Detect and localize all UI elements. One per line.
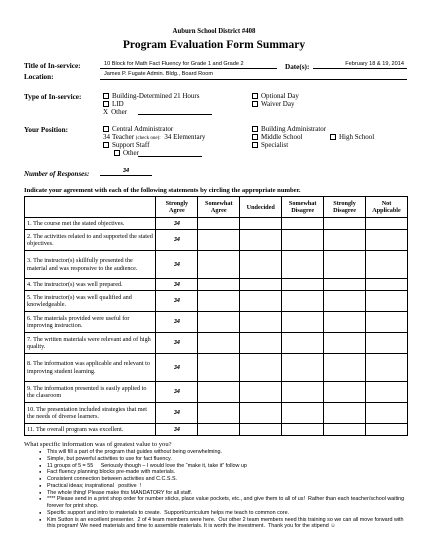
table-row [25, 312, 408, 333]
option-other[interactable]: X Other [103, 108, 128, 116]
position-other[interactable]: Other [114, 149, 139, 157]
statement-cell: 3. The instructor(s) skillfully presented the material and was responsive to the audience. [25, 251, 156, 279]
rating-cell[interactable] [366, 291, 408, 312]
inservice-underline [100, 68, 277, 69]
statement-cell: 8. The information was applicable and relevant to improving student learning. [25, 354, 156, 382]
rating-cell[interactable] [324, 382, 366, 403]
header-strongly-agree: Strongly Agree [156, 197, 198, 218]
table-row [25, 218, 408, 230]
rating-cell[interactable] [198, 333, 240, 354]
inservice-value: 10 Block for Math Fact Fluency for Grade 1 and Grade 2 [104, 61, 244, 67]
list-item: ● Fact fluency planning blocks pre-made with materials. [47, 469, 408, 476]
rating-cell[interactable] [240, 218, 282, 230]
strongly-agree-value[interactable]: 34 [156, 230, 198, 251]
position-high-school[interactable]: High School [330, 133, 374, 141]
page-title: Program Evaluation Form Summary [122, 39, 306, 51]
rating-cell[interactable] [324, 279, 366, 291]
statement-cell: 1. The course met the stated objectives. [25, 218, 156, 230]
strongly-agree-value[interactable]: 34 [156, 333, 198, 354]
position-teacher[interactable]: 34 Teacher (check one): 34 Elementary [103, 133, 206, 141]
rating-cell[interactable] [198, 279, 240, 291]
instruction-text: Indicate your agreement with each of the following statements by circling the appropriate number. [24, 187, 301, 194]
checkbox-icon[interactable] [252, 101, 258, 107]
rating-cell[interactable] [324, 424, 366, 436]
option-waiver-day[interactable]: Waiver Day [252, 100, 294, 108]
rating-cell[interactable] [240, 230, 282, 251]
rating-cell[interactable] [198, 382, 240, 403]
rating-cell[interactable] [324, 218, 366, 230]
strongly-agree-value[interactable]: 34 [156, 424, 198, 436]
statement-cell: 4. The instructor(s) was well prepared. [25, 279, 156, 291]
rating-cell[interactable] [198, 291, 240, 312]
teacher-count: 34 [103, 133, 110, 141]
rating-cell[interactable] [366, 333, 408, 354]
checkbox-icon[interactable] [103, 101, 109, 107]
rating-cell[interactable] [366, 312, 408, 333]
rating-cell[interactable] [282, 382, 324, 403]
rating-cell[interactable] [324, 291, 366, 312]
answers-list [26, 449, 408, 530]
rating-cell[interactable] [366, 403, 408, 424]
responses-label: Number of Responses: [24, 170, 90, 178]
position-label: Your Position: [24, 126, 68, 134]
rating-cell[interactable] [282, 424, 324, 436]
strongly-agree-value[interactable]: 34 [156, 354, 198, 382]
list-item: ● Kim Sutton is an excellent presenter. 2 of 4 team members were here. Our other 2 team members need this training so we can all move forward with this program! We need materials and time to assemble materials. It is worth the investment. Thank you for the stipend ☺ [47, 517, 408, 531]
rating-cell[interactable] [282, 279, 324, 291]
position-central-admin[interactable]: Central Administrator [103, 125, 173, 133]
list-item: ● 11 groups of 5 = 55 Seriously though – I would love the “make it, take it” follow up [47, 463, 408, 470]
strongly-agree-value[interactable]: 34 [156, 251, 198, 279]
rating-cell[interactable] [240, 424, 282, 436]
other-mark: X [103, 108, 109, 116]
rating-cell[interactable] [324, 230, 366, 251]
rating-cell[interactable] [240, 291, 282, 312]
statement-cell: 7. The written materials were relevant and of high quality. [25, 333, 156, 354]
type-inservice-label: Type of In-service: [24, 93, 82, 101]
rating-cell[interactable] [240, 403, 282, 424]
district-name: Auburn School District #408 [172, 28, 256, 35]
list-item: ● **** Please send in a print shop order for number sticks, place value pockets, etc., and give them to all of us! Rather than each teacher/school waiting forever for print shop. [47, 496, 408, 510]
checkbox-icon[interactable] [252, 126, 258, 132]
statement-cell: 2. The activities related to and supported the stated objectives. [25, 230, 156, 251]
list-item: ● This will fill a part of the program that guides without being overwhelming. [47, 449, 408, 456]
rating-cell[interactable] [366, 354, 408, 382]
rating-cell[interactable] [198, 403, 240, 424]
rating-cell[interactable] [198, 312, 240, 333]
rating-cell[interactable] [366, 424, 408, 436]
rating-cell[interactable] [198, 354, 240, 382]
rating-cell[interactable] [198, 230, 240, 251]
rating-cell[interactable] [324, 354, 366, 382]
header-strongly-disagree: Strongly Disagree [324, 197, 366, 218]
table-row [25, 403, 408, 424]
responses-underline [100, 175, 152, 176]
position-specialist[interactable]: Specialist [252, 141, 288, 149]
rating-cell[interactable] [198, 218, 240, 230]
table-header-row [25, 197, 408, 218]
rating-cell[interactable] [324, 403, 366, 424]
rating-cell[interactable] [198, 251, 240, 279]
rating-cell[interactable] [282, 312, 324, 333]
table-row [25, 230, 408, 251]
rating-cell[interactable] [324, 312, 366, 333]
dates-value: February 18 & 19, 2014 [345, 61, 404, 67]
list-item: ● The whole thing! Please make this MANDATORY for all staff. [47, 490, 408, 497]
statement-cell: 9. The information presented is easily applied to the classroom [25, 382, 156, 403]
strongly-agree-value[interactable]: 34 [156, 312, 198, 333]
position-middle-school[interactable]: Middle School [252, 133, 302, 141]
table-row [25, 333, 408, 354]
header-somewhat-agree: Somewhat Agree [198, 197, 240, 218]
checkbox-icon[interactable] [114, 150, 120, 156]
rating-cell[interactable] [324, 251, 366, 279]
checkbox-icon[interactable] [103, 93, 109, 99]
list-item: ● Consistent connection between activities and C.C.S.S. [47, 476, 408, 483]
list-item: ● Practical ideas; inspirational positive ! [47, 483, 408, 490]
statement-cell: 10. The presentation included strategies that met the needs of diverse learners. [25, 403, 156, 424]
rating-cell[interactable] [282, 230, 324, 251]
question-text: What specific information was of greatest value to you? [24, 441, 172, 448]
checkbox-icon[interactable] [330, 134, 336, 140]
header-statement [25, 197, 156, 218]
rating-cell[interactable] [240, 312, 282, 333]
rating-cell[interactable] [324, 333, 366, 354]
rating-cell[interactable] [240, 333, 282, 354]
checkbox-icon[interactable] [252, 134, 258, 140]
rating-cell[interactable] [366, 251, 408, 279]
table-row [25, 354, 408, 382]
elementary-count: 34 [164, 133, 172, 141]
option-building-determined[interactable]: Building-Determined 21 Hours [103, 92, 200, 100]
rating-table [24, 196, 408, 436]
table-row [25, 424, 408, 436]
rating-cell[interactable] [282, 333, 324, 354]
location-underline [100, 79, 407, 80]
responses-value: 34 [122, 168, 130, 174]
location-label: Location: [24, 73, 54, 81]
list-item: ● Simple, but powerful activities to use for fact fluency. [47, 456, 408, 463]
strongly-agree-value[interactable]: 34 [156, 218, 198, 230]
position-building-admin[interactable]: Building Administrator [252, 125, 326, 133]
dates-label: Date(s): [285, 63, 310, 71]
header-undecided: Undecided [240, 197, 282, 218]
statement-cell: 5. The instructor(s) was well qualified and knowledgeable. [25, 291, 156, 312]
rating-cell[interactable] [282, 403, 324, 424]
statement-cell: 11. The overall program was excellent. [25, 424, 156, 436]
rating-cell[interactable] [282, 251, 324, 279]
strongly-agree-value[interactable]: 34 [156, 291, 198, 312]
checkbox-icon[interactable] [103, 142, 109, 148]
header-not-applicable: Not Applicable [366, 197, 408, 218]
position-support-staff[interactable]: Support Staff [103, 141, 149, 149]
rating-cell[interactable] [198, 424, 240, 436]
table-row [25, 251, 408, 279]
table-row [25, 382, 408, 403]
position-other-underline [138, 156, 202, 157]
other-underline [138, 114, 212, 115]
strongly-agree-value[interactable]: 34 [156, 403, 198, 424]
table-row [25, 291, 408, 312]
option-lid[interactable]: LID [103, 100, 124, 108]
header-somewhat-disagree: Somewhat Disagree [282, 197, 324, 218]
rating-cell[interactable] [240, 382, 282, 403]
location-value: James P. Fugate Admin. Bldg., Board Room [104, 71, 214, 77]
statement-cell: 6. The materials provided were useful for improving instruction. [25, 312, 156, 333]
option-optional-day[interactable]: Optional Day [252, 92, 299, 100]
checkbox-icon[interactable] [252, 93, 258, 99]
rating-cell[interactable] [282, 218, 324, 230]
table-row [25, 279, 408, 291]
list-item: ● Specific support and intro to materials to create. Support/curriculum helps me teach to common core. [47, 510, 408, 517]
rating-cell[interactable] [240, 279, 282, 291]
rating-cell[interactable] [240, 251, 282, 279]
rating-cell[interactable] [282, 354, 324, 382]
checkbox-icon[interactable] [252, 142, 258, 148]
dates-underline [313, 68, 407, 69]
checkbox-icon[interactable] [103, 126, 109, 132]
strongly-agree-value[interactable]: 34 [156, 279, 198, 291]
teacher-hint: (check one): [135, 136, 161, 141]
strongly-agree-value[interactable]: 34 [156, 382, 198, 403]
rating-cell[interactable] [282, 291, 324, 312]
rating-cell[interactable] [366, 218, 408, 230]
rating-cell[interactable] [366, 279, 408, 291]
rating-cell[interactable] [240, 354, 282, 382]
inservice-label: Title of In-service: [24, 62, 81, 70]
rating-cell[interactable] [366, 382, 408, 403]
rating-cell[interactable] [366, 230, 408, 251]
